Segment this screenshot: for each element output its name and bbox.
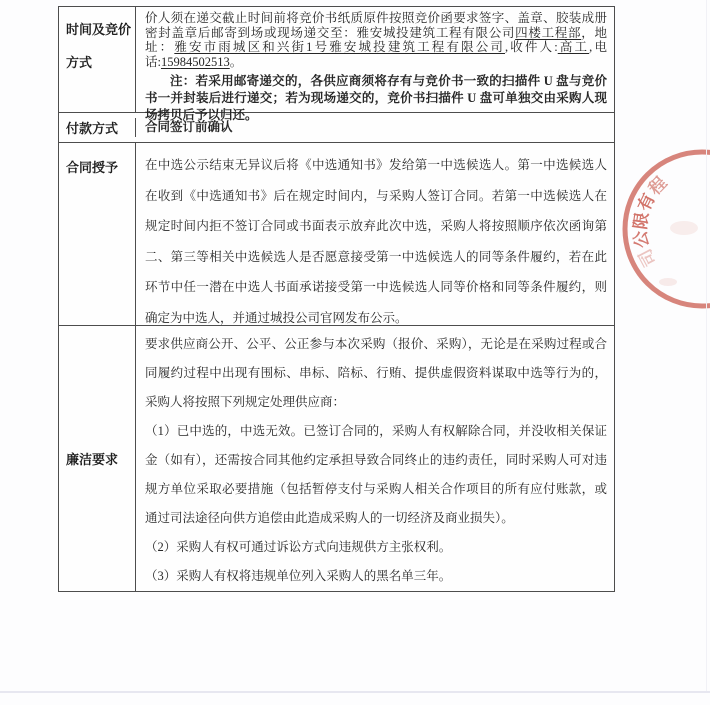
text-segment: 要求供应商公开、公平、公正参与本次采购（报价、采购），无论是在采购过程或合同履约过程中出现有围标、串标、陪标、行贿、提供虚假资料谋取中选等行为的，采购人将按照下列规定处理供应商： (145, 337, 607, 409)
row-content-payment-method (136, 113, 614, 142)
text-segment: 注：若采用邮寄递交的，各供应商须将存有与竞价书一致的扫描件 U 盘与竞价书一并封装后进行递交；若为现场递交的，竞价书扫描件 U 盘可单独交由采购人现场拷贝后予以归还。 (145, 74, 607, 122)
seal-character: 公 (630, 229, 653, 250)
row-label-text: 方式 (66, 55, 93, 70)
seal-ring (625, 152, 710, 306)
paragraph (145, 562, 607, 591)
paragraph (145, 113, 607, 142)
row-label-time-and-bidding-method (59, 7, 136, 112)
text-segment: ,收件人: (505, 40, 558, 54)
page-edge-shadow (0, 691, 710, 693)
underlined-text: 15984502513 (160, 54, 230, 69)
table-row-integrity-requirements (59, 326, 614, 591)
underlined-text: 高工 (557, 40, 590, 54)
row-label-text: 付款方式 (66, 121, 119, 136)
paragraph (145, 417, 607, 533)
paragraph (145, 533, 607, 562)
row-label-payment-method (59, 118, 136, 137)
row-label-contract-award (59, 143, 136, 325)
paragraph (145, 11, 607, 69)
row-content-contract-award (136, 143, 614, 325)
row-label-text: 合同授予 (66, 160, 119, 175)
underlined-text: 四楼工程部 (515, 25, 582, 40)
seal-character: 程 (645, 173, 671, 199)
text-segment: 合同签订前确认 (145, 120, 233, 134)
row-content-time-and-bidding-method (136, 7, 614, 122)
table-row-time-and-bidding-method (59, 7, 614, 122)
underlined-text: 雅安市雨城区和兴街1号雅安城投建筑工程有限公司 (174, 40, 506, 54)
text-segment: 。 (229, 54, 243, 69)
row-content-integrity-requirements (136, 326, 614, 591)
row-label-integrity-requirements (59, 326, 136, 591)
table-row-payment-method (59, 113, 614, 143)
text-segment: （2）采购人有权可通过诉讼方式向违规供方主张权利。 (145, 540, 452, 554)
text-segment: ,电话: (145, 40, 607, 69)
seal-character: 司 (635, 245, 660, 270)
terms-table (58, 6, 615, 592)
text-segment: ，地址： (145, 25, 607, 54)
seal-character: 限 (630, 211, 653, 231)
row-label-text: 时间及竞价 (66, 22, 132, 37)
row-label-text: 廉洁要求 (66, 452, 119, 467)
paragraph (145, 150, 607, 333)
text-segment: （3）采购人有权将违规单位列入采购人的黑名单三年。 (145, 569, 452, 583)
seal-character: 有 (634, 190, 659, 215)
paragraph (145, 330, 607, 417)
text-segment: （1）已中选的，中选无效。已签订合同的，采购人有权解除合同，并没收相关保证金（如有），还需按合同其他约定承担导致合同终止的违约责任，同时采购人可对违规方单位采取必要措施（包括暂停支付与采购人相关合作项目的所有应付账款，或通过司法途径向供方追偿由此造成采购人的一切经济及商业损失）。 (145, 424, 607, 525)
page-edge-shadow-right (706, 0, 707, 691)
seal-ink-smudge (659, 278, 677, 286)
table-row-contract-award (59, 143, 614, 326)
text-segment: 在中选公示结束无异议后将《中选通知书》发给第一中选候选人。第一中选候选人在收到《中选通知书》后在规定时间内，与采购人签订合同。若第一中选候选人在规定时间内拒不签订合同或书面表示放弃此次中选，采购人将按照顺序依次函询第二、第三等相关中选候选人是否愿意接受第一中选候选人的同等条件履约，若在此环节中任一潜在中选人书面承诺接受第一中选候选人同等价格和同等条件履约，则确定为中选人，并通过城投公司官网发布公示。 (145, 158, 607, 325)
seal-ink-smudge (670, 221, 698, 235)
text-segment: 价人须在递交截止时间前将竞价书纸质原件按照竞价函要求签字、盖章、胶装成册密封盖章后邮寄到场或现场递交至：雅安城投建筑工程有限公司 (145, 11, 607, 40)
